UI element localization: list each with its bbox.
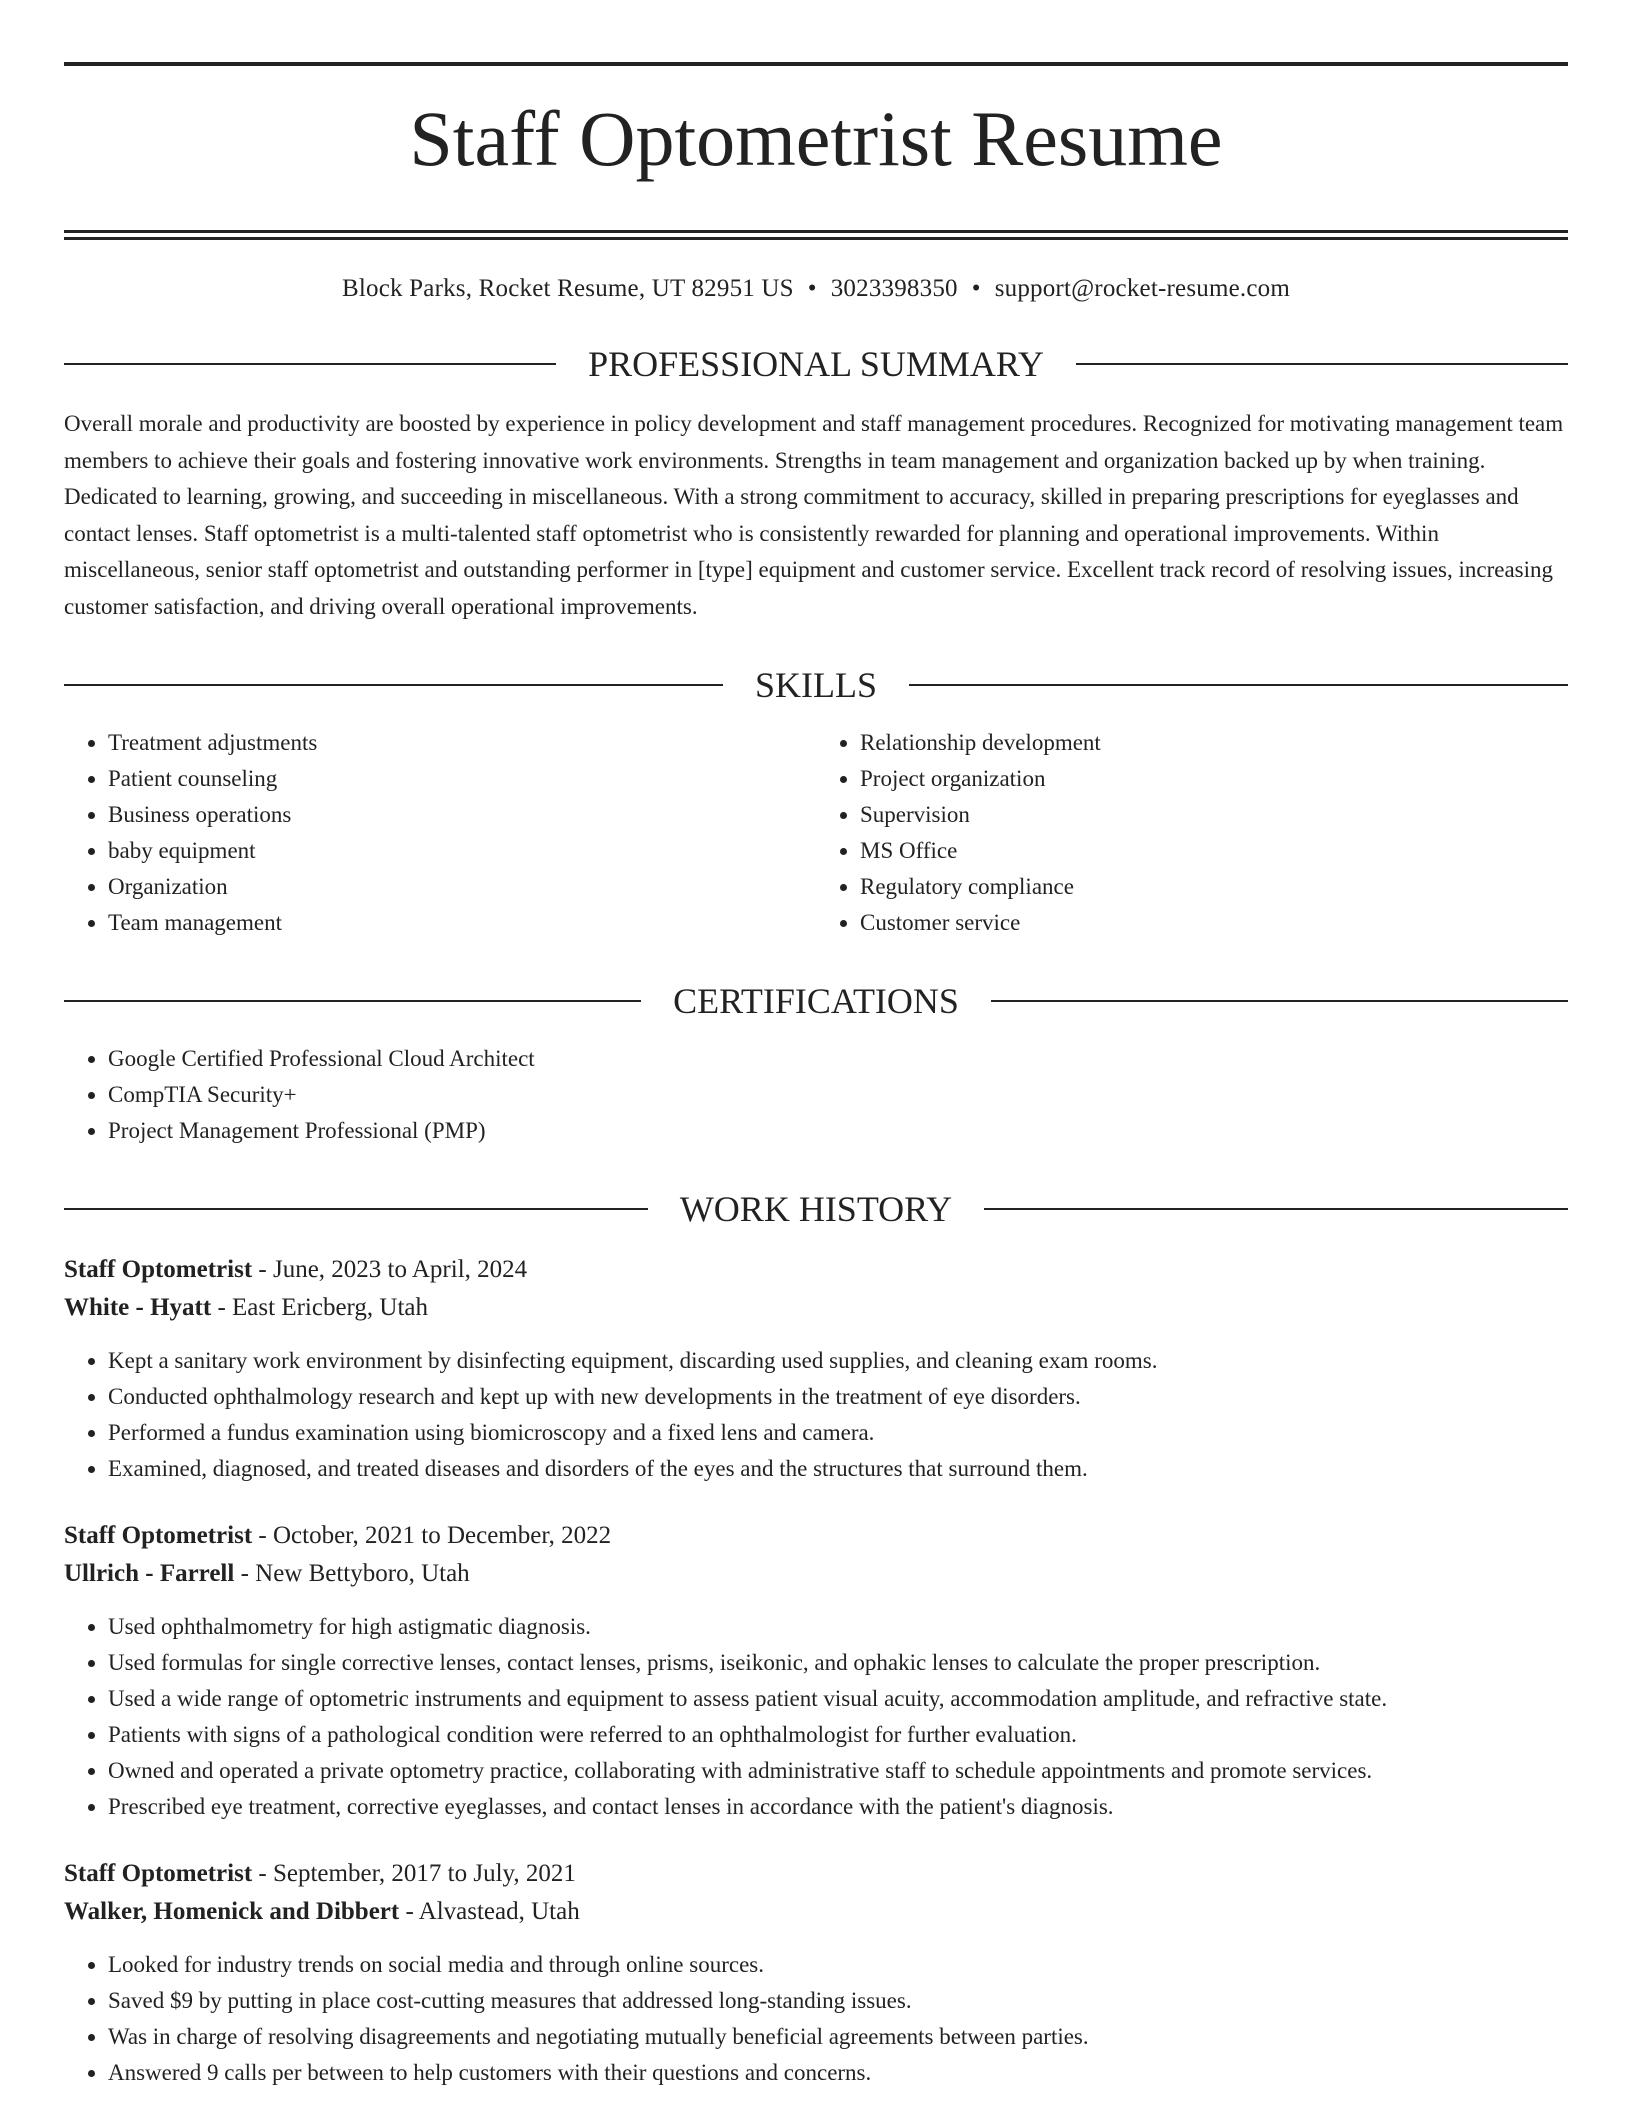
skills-columns bbox=[64, 725, 1568, 941]
job-title-line bbox=[64, 1251, 1568, 1289]
skill-item: • Project organization bbox=[860, 761, 1568, 797]
skill-item: • Organization bbox=[108, 869, 816, 905]
contact-line bbox=[64, 274, 1568, 304]
skill-item: • Patient counseling bbox=[108, 761, 816, 797]
contact-separator: • bbox=[971, 275, 981, 302]
summary-paragraph: Overall morale and productivity are boosted by experience in policy development and staff management procedures. Recognized for motivating management team members to achieve their goals and fostering innovative work environments. Strengths in team management and organization backed up by when training. Dedicated to learning, growing, and succeeding in miscellaneous. With a strong commitment to accuracy, skilled in preparing prescriptions for eyeglasses and contact lenses. Staff optometrist is a multi-talented staff optometrist who is consistently rewarded for planning and operational improvements. Within miscellaneous, senior staff optometrist and outstanding performer in [type] equipment and customer service. Excellent track record of resolving issues, increasing customer satisfaction, and driving overall operational improvements. bbox=[64, 411, 1564, 619]
job-bullet: • Prescribed eye treatment, corrective eyeglasses, and contact lenses in accordance with the patient's diagnosis. bbox=[108, 1789, 1568, 1825]
section-title-certifications: CERTIFICATIONS bbox=[673, 981, 959, 1021]
skills-list-left bbox=[64, 725, 816, 941]
section-rule bbox=[991, 1000, 1568, 1002]
job-bullet: • Examined, diagnosed, and treated diseases and disorders of the eyes and the structures that surround them. bbox=[108, 1451, 1568, 1487]
job-bullet: • Kept a sanitary work environment by disinfecting equipment, discarding used supplies, and cleaning exam rooms. bbox=[108, 1343, 1568, 1379]
job-company-line bbox=[64, 1289, 1568, 1327]
job-title-line bbox=[64, 1855, 1568, 1893]
job-bullet: • Used a wide range of optometric instruments and equipment to assess patient visual acuity, accommodation amplitude, and refractive state. bbox=[108, 1681, 1568, 1717]
certification-item: • Google Certified Professional Cloud Architect bbox=[108, 1041, 1568, 1077]
job-bullet: • Was in charge of resolving disagreements and negotiating mutually beneficial agreements between parties. bbox=[108, 2019, 1568, 2055]
job-title: Staff Optometrist bbox=[64, 1256, 253, 1283]
job-entry bbox=[64, 1517, 1568, 1825]
section-header-certifications bbox=[64, 981, 1568, 1021]
section-header-work-history bbox=[64, 1189, 1568, 1229]
job-bullets bbox=[64, 1609, 1568, 1825]
job-location: - East Ericberg, Utah bbox=[211, 1294, 429, 1321]
skill-item: • baby equipment bbox=[108, 833, 816, 869]
job-bullet: • Owned and operated a private optometry practice, collaborating with administrative staff to schedule appointments and promote services. bbox=[108, 1753, 1568, 1789]
certifications-list bbox=[64, 1041, 1568, 1149]
skill-item: • MS Office bbox=[860, 833, 1568, 869]
section-rule bbox=[64, 1208, 648, 1210]
certification-item: • CompTIA Security+ bbox=[108, 1077, 1568, 1113]
certification-item: • Project Management Professional (PMP) bbox=[108, 1113, 1568, 1149]
job-bullet: • Conducted ophthalmology research and kept up with new developments in the treatment of eye disorders. bbox=[108, 1379, 1568, 1415]
job-bullet: • Used ophthalmometry for high astigmatic diagnosis. bbox=[108, 1609, 1568, 1645]
job-company: White - Hyatt bbox=[64, 1294, 212, 1321]
job-company: Ullrich - Farrell bbox=[64, 1560, 235, 1587]
section-rule bbox=[1076, 363, 1568, 365]
skill-item: • Treatment adjustments bbox=[108, 725, 816, 761]
job-title-line bbox=[64, 1517, 1568, 1555]
job-bullet: • Performed a fundus examination using biomicroscopy and a fixed lens and camera. bbox=[108, 1415, 1568, 1451]
skill-item: • Relationship development bbox=[860, 725, 1568, 761]
section-title-summary: PROFESSIONAL SUMMARY bbox=[588, 344, 1044, 384]
job-entry bbox=[64, 1251, 1568, 1487]
section-rule bbox=[64, 684, 723, 686]
job-title: Staff Optometrist bbox=[64, 1860, 253, 1887]
skill-item: • Customer service bbox=[860, 905, 1568, 941]
job-title: Staff Optometrist bbox=[64, 1522, 253, 1549]
job-bullets bbox=[64, 1343, 1568, 1487]
section-title-work-history: WORK HISTORY bbox=[679, 1189, 953, 1229]
job-bullet: • Answered 9 calls per between to help customers with their questions and concerns. bbox=[108, 2055, 1568, 2091]
section-rule bbox=[984, 1208, 1568, 1210]
contact-phone: 3023398350 bbox=[830, 275, 958, 302]
job-dates: - October, 2021 to December, 2022 bbox=[252, 1522, 612, 1549]
job-bullets bbox=[64, 1947, 1568, 2091]
job-company-line bbox=[64, 1893, 1568, 1931]
job-dates: - September, 2017 to July, 2021 bbox=[252, 1860, 576, 1887]
job-bullet: • Saved $9 by putting in place cost-cutting measures that addressed long-standing issues. bbox=[108, 1983, 1568, 2019]
skill-item: • Business operations bbox=[108, 797, 816, 833]
job-bullet: • Patients with signs of a pathological condition were referred to an ophthalmologist for further evaluation. bbox=[108, 1717, 1568, 1753]
skill-item: • Supervision bbox=[860, 797, 1568, 833]
skill-item: • Regulatory compliance bbox=[860, 869, 1568, 905]
section-rule bbox=[64, 1000, 641, 1002]
title-double-rule bbox=[64, 230, 1568, 240]
contact-address: Block Parks, Rocket Resume, UT 82951 US bbox=[342, 275, 794, 302]
section-header-skills bbox=[64, 665, 1568, 705]
contact-email: support@rocket-resume.com bbox=[994, 275, 1290, 302]
job-dates: - June, 2023 to April, 2024 bbox=[252, 1256, 528, 1283]
section-header-summary bbox=[64, 344, 1568, 384]
resume-title: Staff Optometrist Resume bbox=[409, 95, 1223, 182]
section-rule bbox=[64, 363, 556, 365]
job-company-line bbox=[64, 1555, 1568, 1593]
job-location: - New Bettyboro, Utah bbox=[234, 1560, 470, 1587]
skill-item: • Team management bbox=[108, 905, 816, 941]
job-entry bbox=[64, 1855, 1568, 2091]
job-bullet: • Used formulas for single corrective lenses, contact lenses, prisms, iseikonic, and ophakic lenses to calculate the proper prescription. bbox=[108, 1645, 1568, 1681]
section-rule bbox=[909, 684, 1568, 686]
top-rule bbox=[64, 62, 1568, 66]
skills-list-right bbox=[816, 725, 1568, 941]
section-title-skills: SKILLS bbox=[755, 665, 878, 705]
job-bullet: • Looked for industry trends on social media and through online sources. bbox=[108, 1947, 1568, 1983]
job-location: - Alvastead, Utah bbox=[399, 1898, 580, 1925]
contact-separator: • bbox=[807, 275, 817, 302]
job-company: Walker, Homenick and Dibbert bbox=[64, 1898, 400, 1925]
